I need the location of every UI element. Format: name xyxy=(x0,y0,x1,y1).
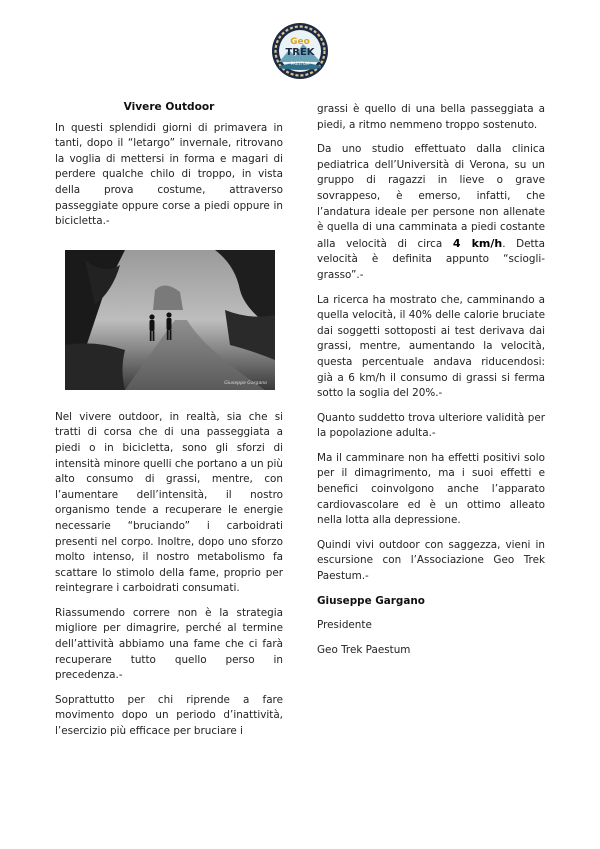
left-column xyxy=(55,100,283,749)
photo-caption: Giuseppe Gargano xyxy=(224,380,267,386)
paragraph: Quanto suddetto trova ulteriore validità per la popolazione adulta.- xyxy=(317,411,545,440)
paragraph: Soprattutto per chi riprende a fare movimento dopo un periodo d’inattività, l’esercizio più efficace per bruciare i xyxy=(55,693,283,738)
signature-org: Geo Trek Paestum xyxy=(317,643,411,656)
geo-trek-logo xyxy=(271,22,329,80)
logo-main-text: TREK xyxy=(285,47,315,58)
paragraph xyxy=(317,142,545,283)
paragraph-text: Da uno studio effettuato dalla clinica pediatrica dell’Università di Verona, su un gruppo di ragazzi in lieve o grave sovrappeso, è emerso, infatti, che l’andatura ideale per persone non allenate è quella di una camminata a piedi costante alla velocità di circa xyxy=(317,143,545,250)
article-title: Vivere Outdoor xyxy=(123,101,215,113)
article-photo xyxy=(65,250,275,390)
signature-block xyxy=(317,594,545,659)
paragraph: Nel vivere outdoor, in realtà, sia che si tratti di corsa che di una passeggiata a piedi o in bicicletta, sono gli sforzi di intensità minore quelli che portano a un più alto consumo di grassi, mentre, con l’aumentare dell’intensità, il nostro organismo tende a recuperare le energie necessarie “bruciando” i carboidrati presenti nel corpo. Inoltre, dopo uno sforzo molto intenso, il nostro metabolismo fa scattare lo stimolo della fame, proprio per reintegrare i carboidrati consumati. xyxy=(55,410,283,595)
signature-role: Presidente xyxy=(317,619,372,632)
paragraph-text: . Detta velocità è definita appunto “sciogli-grasso”.- xyxy=(317,237,546,281)
paragraph: In questi splendidi giorni di primavera in tanti, dopo il “letargo” invernale, ritrovano la voglia di mettersi in forma e magari di perdere qualche chilo di troppo, in vista della prova costume, attraverso passeggiate oppure corse a piedi oppure in bicicletta.- xyxy=(55,121,283,228)
paragraph: grassi è quello di una bella passeggiata a piedi, a ritmo nemmeno troppo sostenuto. xyxy=(317,103,545,131)
paragraph: Quindi vivi outdoor con saggezza, vieni in escursione con l’Associazione Geo Trek Paestum.- xyxy=(317,538,545,583)
right-paragraphs-rest xyxy=(317,293,545,585)
logo-bottom-text: PAESTUM xyxy=(290,61,310,66)
paragraph: Ma il camminare non ha effetti positivi solo per il dimagrimento, ma i suoi effetti e benefici coinvolgono anche l’apparato cardiovascolare ed è un ottimo alleato nella lotta alla depressione. xyxy=(317,451,545,527)
left-paragraphs-after-photo xyxy=(55,410,283,740)
paragraph: Riassumendo correre non è la strategia migliore per dimagrire, perché al termine dell’attività abbiamo una fame che ci farà recuperare tutto quello perso in precedenza.- xyxy=(55,606,283,682)
signature-name: Giuseppe Gargano xyxy=(317,594,425,607)
logo-top-text: Geo xyxy=(290,37,310,47)
paragraph: La ricerca ha mostrato che, camminando a quella velocità, il 40% delle calorie bruciate dai soggetti sottoposti ai test derivava dai grassi, mentre, aumentando la velocità, questa percentuale andava riducendosi: già a 6 km/h il consumo di grassi si ferma sotto la soglia del 20%.- xyxy=(317,293,545,400)
right-column xyxy=(317,102,545,667)
left-paragraphs-before-photo xyxy=(55,121,283,230)
speed-value: 4 km/h xyxy=(452,236,503,250)
